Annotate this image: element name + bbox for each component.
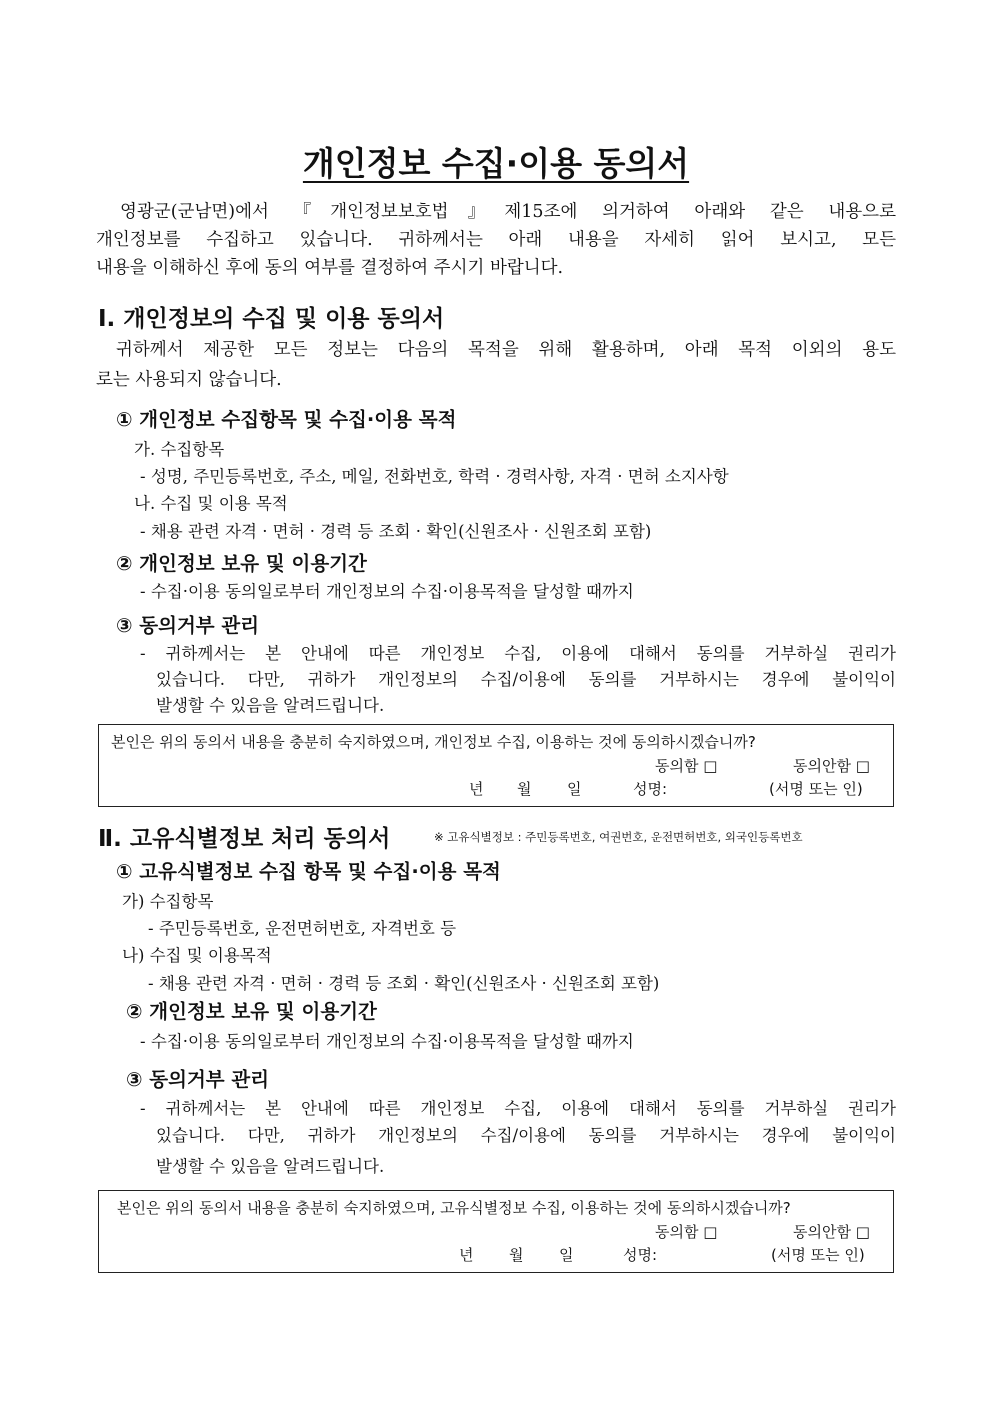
section-2-signature-label: (서명 또는 인) (771, 1246, 865, 1264)
section-2-sub-2-heading: ② 개인정보 보유 및 이용기간 (126, 1000, 377, 1023)
section-2-consent-question: 본인은 위의 동의서 내용을 충분히 숙지하였으며, 고유식별정보 수집, 이용하는 것에 동의하시겠습니까? (117, 1199, 791, 1217)
section-2-retention: - 수집·이용 동의일로부터 개인정보의 수집·이용목적을 달성할 때까지 (140, 1032, 634, 1051)
section-1-consent-question: 본인은 위의 동의서 내용을 충분히 숙지하였으며, 개인정보 수집, 이용하는 것에 동의하시겠습니까? (111, 733, 756, 751)
section-1-collect-items-label: 가. 수집항목 (134, 440, 225, 459)
section-2-note: ※ 고유식별정보 : 주민등록번호, 여권번호, 운전면허번호, 외국인등록번호 (434, 830, 803, 844)
section-2-disagree-checkbox[interactable]: 동의안함 □ (793, 1223, 870, 1241)
section-1-refusal-line-2: 있습니다. 다만, 귀하가 개인정보의 수집/이용에 동의를 거부하시는 경우에 불이익이 (156, 670, 896, 689)
section-2-heading: Ⅱ. 고유식별정보 처리 동의서 (98, 826, 391, 852)
section-1-day-label: 일 (567, 780, 582, 798)
section-2-collect-items: - 주민등록번호, 운전면허번호, 자격번호 등 (148, 919, 457, 938)
section-2-year-label: 년 (459, 1246, 474, 1264)
section-2-day-label: 일 (559, 1246, 574, 1264)
section-1-purpose-label: 나. 수집 및 이용 목적 (134, 494, 288, 513)
section-2-consent-box (98, 1190, 894, 1273)
section-2-collect-items-label: 가) 수집항목 (122, 892, 214, 911)
section-2-refusal-line-1: - 귀하께서는 본 안내에 따른 개인정보 수집, 이용에 대해서 동의를 거부하실 권리가 (140, 1099, 896, 1118)
intro-line-1: 영광군(군남면)에서 『개인정보보호법』제15조에 의거하여 아래와 같은 내용으로 (120, 202, 896, 222)
document-title: 개인정보 수집·이용 동의서 (302, 144, 690, 183)
section-2-agree-checkbox[interactable]: 동의함 □ (655, 1223, 718, 1241)
section-1-disagree-checkbox[interactable]: 동의안함 □ (793, 757, 870, 775)
section-2-month-label: 월 (509, 1246, 524, 1264)
section-2-purpose: - 채용 관련 자격 · 면허 · 경력 등 조회 · 확인(신원조사 · 신원조회 포함) (148, 974, 660, 993)
section-1-year-label: 년 (469, 780, 484, 798)
section-1-month-label: 월 (517, 780, 532, 798)
section-1-sub-1-heading: ① 개인정보 수집항목 및 수집·이용 목적 (116, 408, 457, 431)
section-2-refusal-line-2: 있습니다. 다만, 귀하가 개인정보의 수집/이용에 동의를 거부하시는 경우에 불이익이 (156, 1126, 896, 1145)
section-2-purpose-label: 나) 수집 및 이용목적 (122, 946, 272, 965)
section-1-heading: Ⅰ. 개인정보의 수집 및 이용 동의서 (98, 306, 445, 332)
section-1-desc-line-1: 귀하께서 제공한 모든 정보는 다음의 목적을 위해 활용하며, 아래 목적 이외의 용도 (116, 340, 896, 360)
section-2-name-label: 성명: (623, 1246, 658, 1264)
section-1-purpose: - 채용 관련 자격 · 면허 · 경력 등 조회 · 확인(신원조사 · 신원조회 포함) (140, 522, 652, 541)
section-2-sub-3-heading: ③ 동의거부 관리 (126, 1068, 270, 1091)
section-1-refusal-line-3: 발생할 수 있음을 알려드립니다. (156, 696, 385, 715)
section-1-desc-line-2: 로는 사용되지 않습니다. (96, 370, 282, 390)
intro-line-3: 내용을 이해하신 후에 동의 여부를 결정하여 주시기 바랍니다. (96, 258, 564, 278)
section-1-agree-checkbox[interactable]: 동의함 □ (655, 757, 718, 775)
section-1-collect-items: - 성명, 주민등록번호, 주소, 메일, 전화번호, 학력 · 경력사항, 자격 · 면허 소지사항 (140, 467, 729, 486)
section-1-name-label: 성명: (633, 780, 668, 798)
section-1-sub-3-heading: ③ 동의거부 관리 (116, 614, 260, 637)
section-1-sub-2-heading: ② 개인정보 보유 및 이용기간 (116, 552, 367, 575)
section-1-refusal-line-1: - 귀하께서는 본 안내에 따른 개인정보 수집, 이용에 대해서 동의를 거부하실 권리가 (140, 644, 896, 663)
section-1-signature-label: (서명 또는 인) (769, 780, 863, 798)
section-2-sub-1-heading: ① 고유식별정보 수집 항목 및 수집·이용 목적 (116, 860, 501, 883)
section-2-refusal-line-3: 발생할 수 있음을 알려드립니다. (156, 1157, 385, 1176)
section-1-consent-box (98, 724, 894, 807)
section-1-retention: - 수집·이용 동의일로부터 개인정보의 수집·이용목적을 달성할 때까지 (140, 582, 634, 601)
intro-line-2: 개인정보를 수집하고 있습니다. 귀하께서는 아래 내용을 자세히 읽어 보시고, 모든 (96, 230, 896, 250)
